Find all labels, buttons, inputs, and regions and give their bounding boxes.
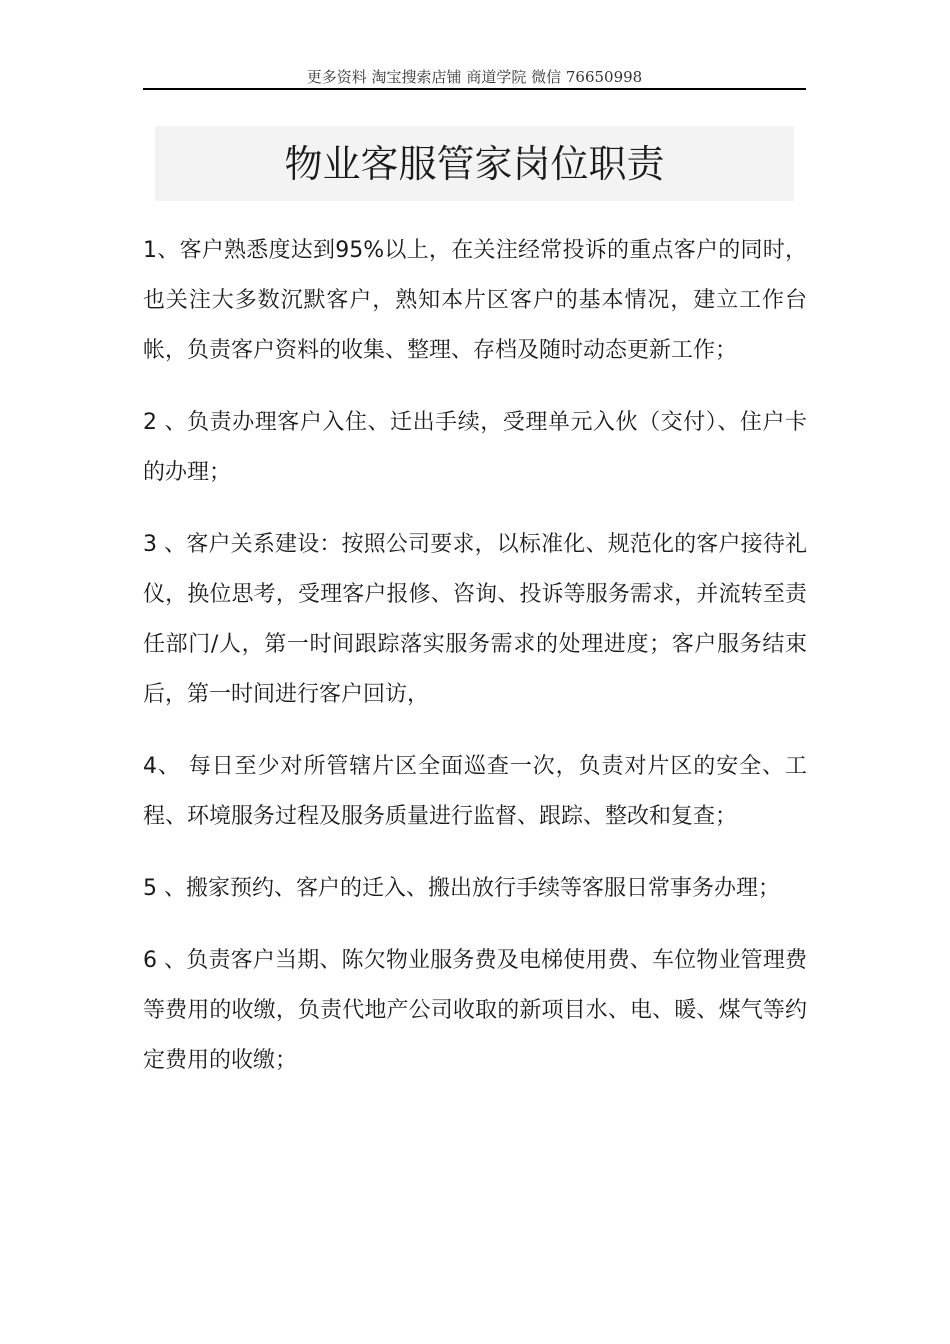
duty-paragraph-3: 3 、客户关系建设：按照公司要求，以标准化、规范化的客户接待礼仪，换位思考，受理客户报修、咨询、投诉等服务需求，并流转至责任部门/人，第一时间跟踪落实服务需求的处理进度；客户服务结束后，第一时间进行客户回访， <box>143 532 807 707</box>
document-body <box>143 226 807 1108</box>
duty-paragraph-1: 1、客户熟悉度达到95%以上，在关注经常投诉的重点客户的同时，也关注大多数沉默客户，熟知本片区客户的基本情况，建立工作台帐，负责客户资料的收集、整理、存档及随时动态更新工作； <box>143 238 807 363</box>
header-divider <box>143 88 806 90</box>
document-title: 物业客服管家岗位职责 <box>284 141 665 186</box>
duty-paragraph-4: 4、 每日至少对所管辖片区全面巡查一次，负责对片区的安全、工程、环境服务过程及服务质量进行监督、跟踪、整改和复查； <box>143 754 807 829</box>
duty-paragraph-2: 2 、负责办理客户入住、迁出手续，受理单元入伙（交付）、住户卡的办理； <box>143 410 807 485</box>
page-header: 更多资料 淘宝搜索店铺 商道学院 微信 76650998 <box>306 68 643 86</box>
duty-paragraph-5: 5 、搬家预约、客户的迁入、搬出放行手续等客服日常事务办理； <box>143 876 780 901</box>
title-banner <box>155 126 794 201</box>
duty-paragraph-6: 6 、负责客户当期、陈欠物业服务费及电梯使用费、车位物业管理费等费用的收缴，负责代地产公司收取的新项目水、电、暖、煤气等约定费用的收缴； <box>143 948 807 1073</box>
